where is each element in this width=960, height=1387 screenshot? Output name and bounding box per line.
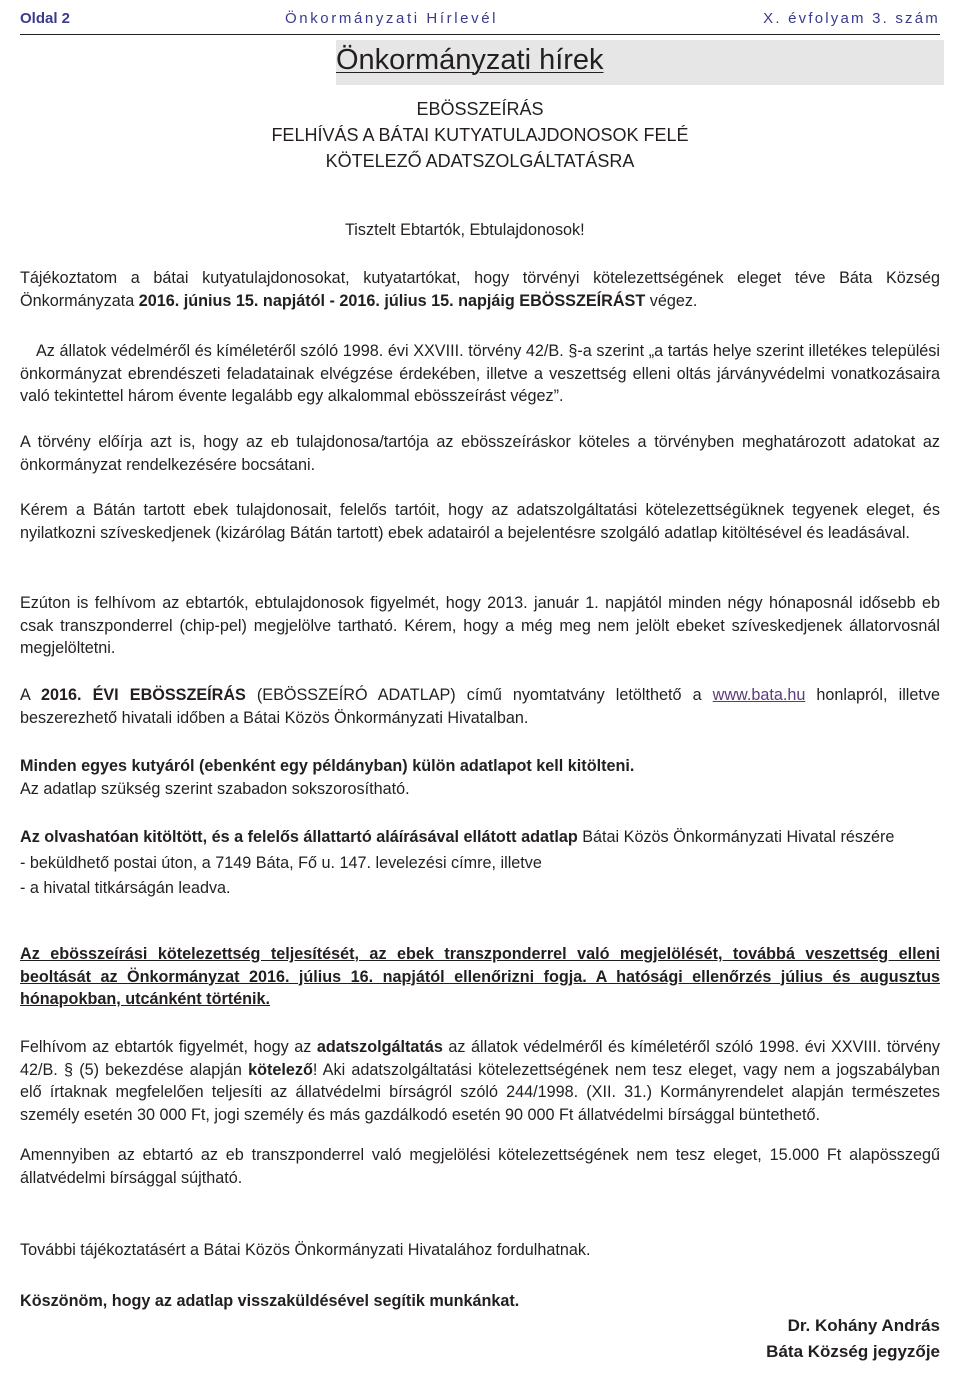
greeting: Tisztelt Ebtartók, Ebtulajdonosok! xyxy=(345,221,585,239)
signature-role: Báta Község jegyzője xyxy=(766,1342,940,1361)
website-link[interactable]: www.bata.hu xyxy=(712,686,806,704)
heading-3: KÖTELEZŐ ADATSZOLGÁLTATÁSRA xyxy=(325,151,635,171)
paragraph-further-info: További tájékoztatásért a Bátai Közös Önkormányzati Hivatalához fordulhatnak. xyxy=(20,1241,591,1259)
paragraph-penalty: Felhívom az ebtartók figyelmét, hogy az adatszolgáltatás az állatok védelméről és kíméletéről szóló 1998. évi XXVIII. törvény 42/B. § (5) bekezdése alapján kötelező! Aki adatszolgáltatási kötelezettségének nem tesz eleget, vagy nem a jogszabályban elő írtaknak megfelelően teljesíti az állatvédelmi bírságról szóló 244/1998. (XII. 31.) Kormányrendelet alapján természetes személy esetén 30 000 Ft, jogi személy és más gazdálkodó esetén 90 000 Ft állatvédelmi bírsággal büntethető. xyxy=(20,1038,941,1124)
paragraph-chip: Ezúton is felhívom az ebtartók, ebtulajdonosok figyelmét, hogy 2013. január 1. napjától minden négy hónaposnál idősebb eb csak transzponderrel (chip-pel) megjelölve tartható. Kérem, hogy a még meg nem jelölt ebeket szíveskedjenek állatorvosnál megjelöltetni. xyxy=(20,594,940,657)
section-title-box xyxy=(336,40,944,85)
paragraph-law-quote: Az állatok védelméről és kíméletéről szóló 1998. évi XXVIII. törvény 42/B. §-a szerint „a tartás helye szerint illetékes települési önkormányzat ebrendészeti feladatainak elvégzése érdekében, illetve a veszettség elleni oltás járványvédelmi vonatkozásaira való tekintettel három évente legalább egy alkalommal ebösszeírást végez”. xyxy=(20,342,940,405)
page-number: Oldal 2 xyxy=(20,10,71,27)
page-header xyxy=(20,10,940,32)
paragraph-form-download: A 2016. ÉVI EBÖSSZEÍRÁS (EBÖSSZEÍRÓ ADATLAP) című nyomtatvány letölthető a www.bata.hu honlapról, illetve beszerezhető hivatali időben a Bátai Közös Önkormányzati Hivatalban. xyxy=(20,686,940,727)
volume-info: X. évfolyam 3. szám xyxy=(763,10,940,27)
paragraph-inspection-notice: Az ebösszeírási kötelezettség teljesítését, az ebek transzponderrel való megjelölését, továbbá veszettség elleni beoltását az Önkormányzat 2016. július 16. napjától ellenőrizni fogja. A hatósági ellenőrzés július és augusztus hónapokban, utcánként történik. xyxy=(20,945,940,1008)
signature-block xyxy=(766,1313,940,1365)
heading-1: EBÖSSZEÍRÁS xyxy=(416,99,544,119)
paragraph-submission: Az olvashatóan kitöltött, és a felelős állattartó aláírásával ellátott adatlap Bátai Közös Önkormányzati Hivatal részére - beküldhető postai úton, a 7149 Báta, Fő u. 147. levelezési címre, illetve - a hivatal titkárságán leadva. xyxy=(20,828,895,897)
header-rule xyxy=(20,34,940,35)
paragraph-thanks: Köszönöm, hogy az adatlap visszaküldésével segítik munkánkat. xyxy=(20,1292,520,1310)
paragraph-request: Kérem a Bátán tartott ebek tulajdonosait, felelős tartóit, hogy az adatszolgáltatási kötelezettségüknek tegyenek eleget, és nyilatkozni szíveskedjenek (kizárólag Bátán tartott) ebek adatairól a bejelentésre szolgáló adatlap kitöltésével és leadásával. xyxy=(20,501,940,542)
paragraph-one-form-per-dog: Minden egyes kutyáról (ebenként egy példányban) külön adatlapot kell kitölteni. Az adatlap szükség szerint szabadon sokszorosítható. xyxy=(20,757,635,798)
heading-2: FELHÍVÁS A BÁTAI KUTYATULAJDONOSOK FELÉ xyxy=(271,125,689,145)
signature-name: Dr. Kohány András xyxy=(787,1316,940,1335)
paragraph-chip-penalty: Amennyiben az ebtartó az eb transzponderrel való megjelölési kötelezettségének nem tesz eleget, 15.000 Ft alapösszegű állatvédelmi bírsággal sújtható. xyxy=(20,1146,940,1187)
publication-name: Önkormányzati Hírlevél xyxy=(285,10,499,27)
paragraph-obligation: A törvény előírja azt is, hogy az eb tulajdonosa/tartója az ebösszeíráskor köteles a törvényben meghatározott adatokat az önkormányzat rendelkezésére bocsátani. xyxy=(20,433,940,474)
article-headings xyxy=(0,96,960,174)
section-title: Önkormányzati hírek xyxy=(336,44,604,76)
paragraph-announcement: Tájékoztatom a bátai kutyatulajdonosokat, kutyatartókat, hogy törvényi kötelezettségének eleget téve Báta Község Önkormányzata 2016. június 15. napjától - 2016. július 15. napjáig EBÖSSZEÍRÁST végez. xyxy=(20,269,940,310)
